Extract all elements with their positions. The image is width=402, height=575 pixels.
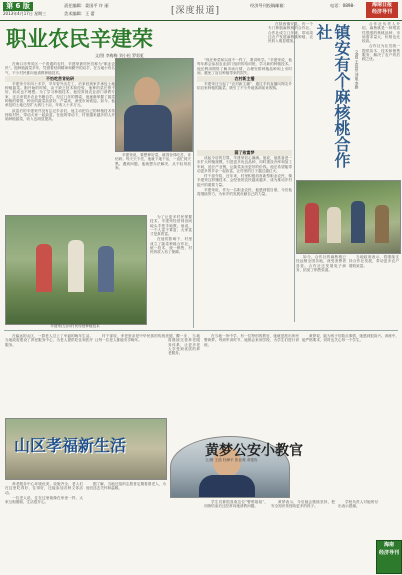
issue-date: 2013年4月17日 星期三 xyxy=(3,11,47,16)
header-contact: 经济导刊投稿邮箱： xyxy=(250,3,288,8)
section-title: [深度报道] xyxy=(171,6,221,16)
story4-byline: 文/图 王蓓 杜峰平 张亚莉 邓建容 xyxy=(205,458,258,462)
story4-column-e: 学校负责人对她的付出表示感谢。 xyxy=(338,500,378,509)
story4-title: 黄梦公安小教官 xyxy=(205,443,303,459)
story2-column-c: 如今，合作社的麻核桃已经远销全国各地，深受消费者喜爱。合作社还发展电子商务，拓宽了销售渠道。 xyxy=(296,255,346,272)
footer-badge: 海南 经济导刊 xyxy=(376,540,402,574)
newspaper-logo: 海南日报 经济导刊 xyxy=(366,2,398,18)
story3-column-c: 养老服务中心环境优美，设施齐全，老人们在这里吃得好、住得好，还能参加各种文体活动。 一位老人说，住在这里就像在家里一样，大家互相照顾，生活很开心。 xyxy=(5,482,83,505)
story1-title: 职业农民辛建荣 xyxy=(6,26,153,51)
story1-subhead3: 圆了致富梦 xyxy=(197,150,292,156)
story1-subhead1: 不怕吃苦肯钻研 xyxy=(5,76,115,82)
header-editor: 责任编辑：姜国平 许 丽 xyxy=(64,3,109,8)
story3-photo xyxy=(5,418,167,480)
story3-column-b: 村干部说，孝老爱亲是中华民族的传统美德，要让每一位老人都能安享晚年。 xyxy=(95,334,180,343)
story1-photo-field xyxy=(5,215,147,325)
story4-column-b: 黄梦说，能为孩子们做点事情，她感到很高兴。训练中，她严格要求，同时也关心每一个学生。 xyxy=(302,334,399,343)
story2-column-d: 当地政府表示，将继续支持合作社发展，带动更多农户增收致富。 xyxy=(349,255,399,268)
divider xyxy=(193,58,194,328)
story4-column-d: 黄梦表示，今后她会继续坚持，把安全知识传授给更多的孩子。 xyxy=(271,500,335,509)
page-header xyxy=(0,0,402,21)
story3-title: 山区孝福新生活 xyxy=(14,436,127,455)
story1-column-b: 辛建荣说，要想种好菜，就得舍得吃苦，肯钻研。每天天不亮，他就下地干活，一直忙到天黑。遇到问题，他就想办法解决，从不轻易放弃。 xyxy=(115,153,191,170)
story1-column-a: 在海口市秀英区一个普通的农村，辛建荣被村民们称为“职业农民”。他种植蔬菜多年，凭借着钻研精神和勤劳的双手，在当地小有名气，不少村民都向他请教种植技术。 不怕吃苦肯钻研 辛建荣今年四十多岁，早年曾外出打工，后来回到家乡承包土地种植蔬菜。刚开始的时候，由于缺乏技术和经验，他种的菜长势不好，收成也不理想。为了学习种植技术，他经常到农业部门请教专家，还买来很多农业书籍自学。经过几年的摸索，他逐渐掌握了蔬菜种植的要领，种出的蔬菜品质好、产量高，深受市场欢迎。如今，他承包的土地已经扩大到几十亩，年收入十多万元。 致富后的辛建荣并没有忘记乡亲们，他主动把自己的种植技术传授给村民，带动大家一起致富。在他的带动下，村里越来越多的人开始种植蔬菜，收入也明显提高。 xyxy=(5,62,115,122)
story2-byline: 文/图 王蓓蓓 刘旭 李娟 xyxy=(355,50,360,90)
story1-subhead2: 农村新主播 xyxy=(197,76,292,82)
story2-column-a: 在陕西镇安县，有一个专门种植麻核桃的合作社。合作社成立几年来，带动周边农户发展麻核桃种植，农民收入明显增加。 xyxy=(268,22,313,44)
story3-column-a: 在偏远的山区，一群老人过上了幸福的晚年生活。当地政府建设了养老服务中心，为老人提供吃住和医疗服务。 xyxy=(5,334,93,347)
story3-column-d: 据了解，当地还组织志愿者定期看望老人，为他们送去关怀和温暖。 xyxy=(86,482,166,491)
story1-column-d: “现在种菜和以前不一样了，要讲科学。”辛建荣说，他每年都会参加农业部门组织的培训班，学习新的种植技术。他还利用网络了解市场行情，合理安排种植品种和上市时间，避免了盲目种植带来的损失。 农村新主播 辛建荣还当起了“农村新主播”，通过手机直播向网友介绍自家种植的蔬菜，吸引了不少外地客商前来收购。 xyxy=(197,58,292,91)
header-art-editor: 美术编辑：王 蕾 xyxy=(64,11,95,16)
story3-column-e: 下一步，当地将继续完善养老服务体系，让更多老人享受到优质的养老服务。 xyxy=(168,334,200,356)
story1-caption: 辛建荣(左)向村民传授种植技术 xyxy=(50,324,100,328)
story2-column-b: 合作社负责人介绍，麻核桃是一种观赏性很强的核桃品种，市场需求量大，价格也比较高。 合作社为社员统一提供苗木、技术和销售服务，解决了农户的后顾之忧。 xyxy=(362,22,400,62)
issue-number: 第 6 版 xyxy=(3,2,33,11)
header-phone: 电话：0898- xyxy=(330,3,355,8)
story4-column-a: 在当地一所中学，有一位特别的教官，她就是派出所民警黄梦。每到军训时节，她都会来到学校，为学生们进行训练。 xyxy=(204,334,299,347)
story4-column-c: 学生们都很喜欢这位“警察姐姐”，训练结束后还经常向她请教问题。 xyxy=(204,500,268,509)
story1-column-e: 圆了致富梦 谈起今后的打算，辛建荣信心满满。他说，他准备进一步扩大种植规模，引进更多优良品种，同时建设冷库和加工车间，延长产业链，让蔬菜卖出更好的价钱。他还希望能带动更多的乡亲一起致富，让村里的日子越过越红火。 村干部介绍，近年来，村里积极培育新型职业农民，像辛建荣这样懂技术、会经营的农民越来越多，成为推动乡村振兴的重要力量。 辛建荣说，作为一名职业农民，他感到很自豪，今后他将继续努力，为家乡的发展贡献自己的力量。 xyxy=(197,150,292,197)
story1-byline: 文/图 李梅梅 刘小松 罗彩虹 xyxy=(95,53,145,58)
divider xyxy=(4,330,398,331)
story2-photo xyxy=(296,180,401,254)
story2-title: 镇安有个麻核桃合作社 xyxy=(314,24,351,168)
story1-column-c: 为了让更多村民掌握技术，辛建荣经常到田间地头手把手地教。他说，一个人富不算富，大家富才是真的富。 在他的影响下，村里成立了蔬菜种植合作社，统一技术、统一销售，村民的收入有了保障。 xyxy=(150,215,192,255)
story1-photo-portrait xyxy=(115,58,193,152)
